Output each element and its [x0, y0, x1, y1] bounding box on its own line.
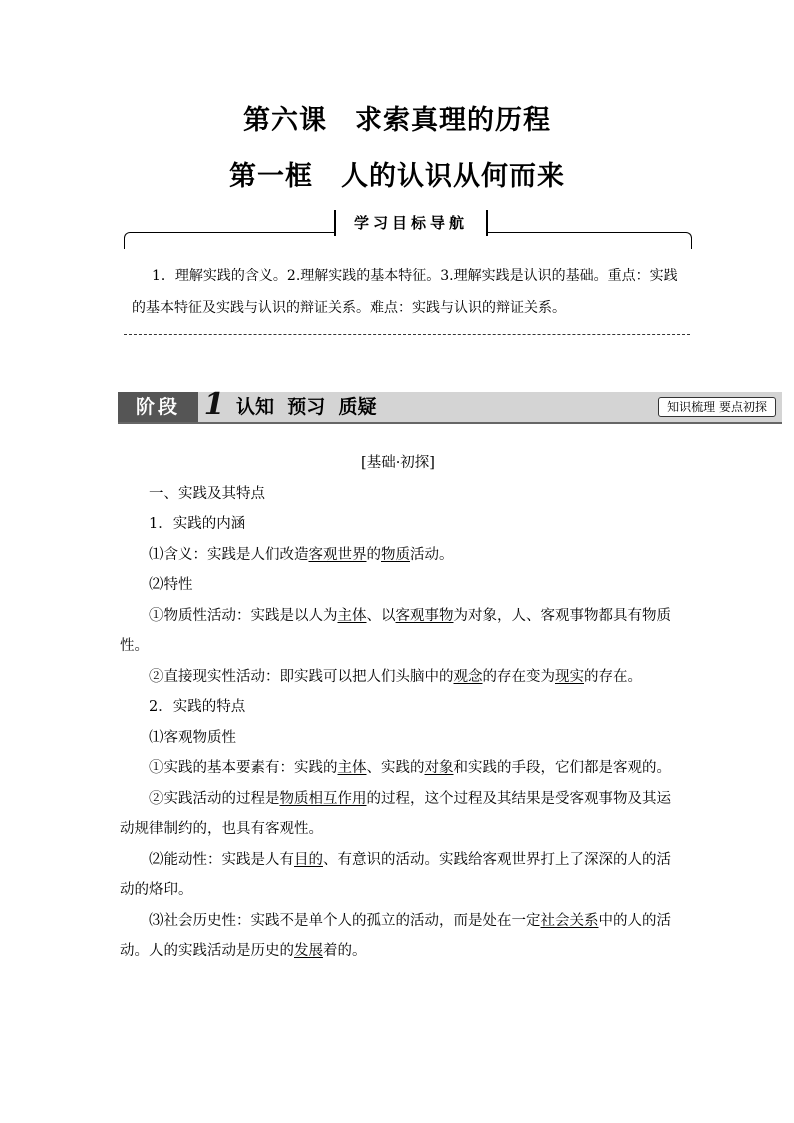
subheading-features: 2．实践的特点	[149, 699, 246, 715]
text: 的存在。	[584, 668, 642, 685]
key-term: 物质相互作用	[279, 790, 367, 807]
key-term: 目的	[294, 851, 323, 868]
text: 的	[366, 546, 381, 563]
lesson-title: 第六课 求索真理的历程	[243, 105, 551, 136]
text: ②直接现实性活动：即实践可以把人们头脑中的	[149, 668, 454, 685]
key-term: 客观事物	[395, 607, 454, 624]
paragraph-basic-elements	[120, 753, 676, 784]
stage-number: 1	[203, 387, 225, 422]
objectives-box	[124, 214, 690, 340]
key-term: 发展	[294, 943, 323, 959]
text: ⑴含义：实践是人们改造	[149, 546, 309, 563]
stage-label: 阶段	[118, 392, 198, 422]
text: ②实践活动的过程是	[149, 790, 280, 807]
stage-banner	[118, 387, 782, 424]
key-term: 主体	[337, 760, 367, 776]
paragraph-material-activity	[120, 601, 676, 662]
key-term: 客观世界	[308, 546, 367, 563]
stage-tag: 知识梳理 要点初探	[658, 397, 776, 417]
key-term: 社会关系	[540, 912, 599, 929]
subheading-connotation: 1．实践的内涵	[149, 516, 246, 532]
stage-title: 认知 预习 质疑	[236, 396, 377, 418]
key-term: 观念	[453, 668, 483, 685]
paragraph-definition	[120, 540, 676, 571]
objectives-text: 1．理解实践的含义。2.理解实践的基本特征。3.理解实践是认识的基础。重点：实践的基本特征及实践与认识的辩证关系。难点：实践与认识的辩证关系。	[132, 268, 678, 316]
text: 着的。	[323, 943, 367, 959]
text: 为对象，人、客观事物都具有物质性。	[120, 607, 671, 654]
text: 、有意识的活动。实践给客观世界打上了深深的人的活动的烙印。	[120, 851, 671, 898]
key-term: 对象	[424, 760, 454, 776]
paragraph-direct-reality	[120, 662, 676, 693]
text: 中的人的活动。人的实践活动是历史的	[120, 912, 671, 959]
objectives-dashed-line	[124, 334, 690, 335]
objectives-heading: 学习目标导航	[334, 210, 488, 236]
text: ⑵能动性：实践是人有	[149, 851, 294, 868]
text: 和实践的手段，它们都是客观的。	[453, 760, 671, 776]
section-label: [基础·初探]	[361, 455, 435, 471]
paragraph-characteristics: ⑵特性	[149, 577, 193, 593]
paragraph-objective-material: ⑴客观物质性	[149, 729, 236, 746]
paragraph-initiative	[120, 845, 676, 906]
text: 活动。	[410, 546, 454, 563]
section-title: 第一框 人的认识从何而来	[229, 161, 565, 192]
text: ①实践的基本要素有：实践的	[149, 760, 338, 776]
text: ①物质性活动：实践是以人为	[149, 607, 338, 624]
text: 的存在变为	[482, 668, 555, 685]
paragraph-social-historical	[120, 906, 676, 967]
text: 的过程，这个过程及其结果是受客观事物及其运动规律制约的，也具有客观性。	[120, 790, 671, 837]
key-term: 物质	[381, 546, 410, 563]
key-term: 现实	[555, 668, 584, 685]
key-term: 主体	[337, 607, 367, 624]
text: 、实践的	[366, 760, 425, 776]
main-content	[120, 448, 676, 967]
paragraph-process	[120, 784, 676, 845]
heading-practice: 一、实践及其特点	[149, 485, 265, 502]
text: ⑶社会历史性：实践不是单个人的孤立的活动，而是处在一定	[149, 912, 541, 929]
text: 、以	[366, 607, 396, 624]
